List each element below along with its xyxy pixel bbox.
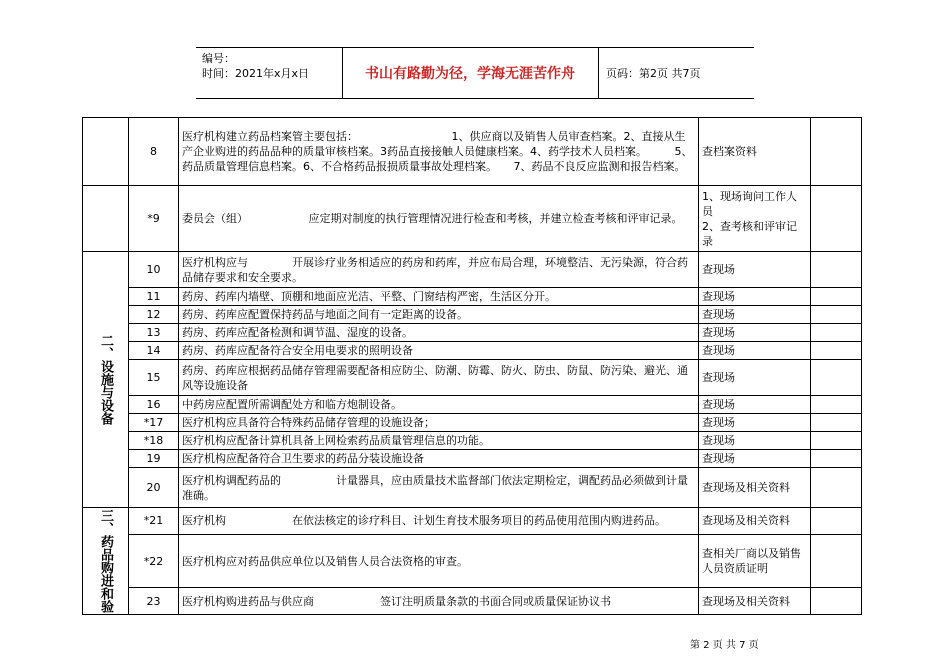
- row-content: 医疗机构建立药品档案管主要包括： 1、供应商以及销售人员审查档案。2、直接从生产企业购进的药品品种的质量审核档案。3药品直接接触人员健康档案。4、药学技术人员档案。 5、药品质量管理信息档案。6、不合格药品报损质量事故处理档案。 7、药品不良反应监测和报告档案。: [179, 118, 699, 186]
- table-row: [83, 342, 862, 360]
- table-row: [83, 360, 862, 396]
- table-row: [83, 288, 862, 306]
- header-meta: [202, 51, 342, 81]
- row-check-method: 查现场: [699, 342, 811, 360]
- row-check-method: 查现场: [699, 288, 811, 306]
- row-score: [811, 432, 862, 450]
- table-row: [83, 414, 862, 432]
- row-score: [811, 118, 862, 186]
- row-number: 19: [129, 450, 179, 468]
- header-divider: [598, 48, 599, 98]
- table-row: [83, 252, 862, 288]
- table-row: [83, 450, 862, 468]
- row-content: 委员会（组） 应定期对制度的执行管理情况进行检查和考核，并建立检查考核和评审记录。: [179, 186, 699, 252]
- row-score: [811, 588, 862, 615]
- page-footer: 第 2 页 共 7 页: [690, 640, 759, 651]
- row-check-method: 查现场: [699, 396, 811, 414]
- row-content: 药房、药库内墙壁、顶棚和地面应光洁、平整、门窗结构严密，生活区分开。: [179, 288, 699, 306]
- row-number: 10: [129, 252, 179, 288]
- row-check-method: 查相关厂商以及销售人员资质证明: [699, 534, 811, 588]
- row-content: 医疗机构购进药品与供应商 签订注明质量条款的书面合同或质量保证协议书: [179, 588, 699, 615]
- row-number: 15: [129, 360, 179, 396]
- row-score: [811, 468, 862, 508]
- inspection-table: [82, 117, 862, 615]
- row-content: 医疗机构应配备符合卫生要求的药品分装设施设备: [179, 450, 699, 468]
- row-check-method: 查档案资料: [699, 118, 811, 186]
- row-content: 中药房应配置所需调配处方和临方炮制设备。: [179, 396, 699, 414]
- table-row: [83, 468, 862, 508]
- row-check-method: 1、现场询问工作人员 2、查考核和评审记录: [699, 186, 811, 252]
- row-content: 医疗机构调配药品的 计量器具，应由质量技术监督部门依法定期检定，调配药品必须做到计量准确。: [179, 468, 699, 508]
- table-row: [83, 306, 862, 324]
- row-score: [811, 288, 862, 306]
- row-number: *9: [129, 186, 179, 252]
- row-score: [811, 252, 862, 288]
- row-score: [811, 342, 862, 360]
- row-number: 11: [129, 288, 179, 306]
- section-cell-empty: [83, 186, 129, 252]
- table-row: [83, 324, 862, 342]
- table-row: [83, 118, 862, 186]
- table-row: [83, 588, 862, 615]
- row-score: [811, 534, 862, 588]
- row-score: [811, 414, 862, 432]
- row-score: [811, 396, 862, 414]
- header-motto: 书山有路勤为径，学海无涯苦作舟: [365, 66, 575, 82]
- row-number: *22: [129, 534, 179, 588]
- row-content: 医疗机构 在依法核定的诊疗科目、计划生育技术服务项目的药品使用范围内购进药品。: [179, 508, 699, 535]
- row-number: 20: [129, 468, 179, 508]
- row-score: [811, 508, 862, 535]
- row-number: *18: [129, 432, 179, 450]
- row-score: [811, 324, 862, 342]
- row-content: 药房、药库应根据药品储存管理需要配备相应防尘、防潮、防霉、防火、防虫、防鼠、防污染、避光、通风等设施设备: [179, 360, 699, 396]
- row-score: [811, 186, 862, 252]
- row-content: 医疗机构应与 开展诊疗业务相适应的药房和药库，并应布局合理，环境整洁、无污染源，符合药品储存要求和安全要求。: [179, 252, 699, 288]
- row-check-method: 查现场及相关资料: [699, 468, 811, 508]
- row-check-method: 查现场: [699, 414, 811, 432]
- table-row: [83, 534, 862, 588]
- row-score: [811, 450, 862, 468]
- row-content: 医疗机构应对药品供应单位以及销售人员合法资格的审查。: [179, 534, 699, 588]
- row-check-method: 查现场及相关资料: [699, 508, 811, 535]
- row-number: 16: [129, 396, 179, 414]
- code-label: 编号：: [202, 52, 235, 65]
- row-check-method: 查现场: [699, 450, 811, 468]
- row-number: 23: [129, 588, 179, 615]
- row-check-method: 查现场: [699, 324, 811, 342]
- section-cell-empty: [83, 118, 129, 186]
- row-check-method: 查现场: [699, 306, 811, 324]
- section-cell: 二、设施与设备: [83, 252, 129, 508]
- row-number: *21: [129, 508, 179, 535]
- row-number: 8: [129, 118, 179, 186]
- row-score: [811, 306, 862, 324]
- row-check-method: 查现场: [699, 360, 811, 396]
- row-content: 医疗机构应配备计算机具备上网检索药品质量管理信息的功能。: [179, 432, 699, 450]
- row-check-method: 查现场: [699, 432, 811, 450]
- row-number: 13: [129, 324, 179, 342]
- page-label: 页码：第2页 共7页: [606, 67, 701, 80]
- table-row: [83, 186, 862, 252]
- table-row: [83, 508, 862, 535]
- row-number: *17: [129, 414, 179, 432]
- row-check-method: 查现场及相关资料: [699, 588, 811, 615]
- row-content: 药房、药库应配置保持药品与地面之间有一定距离的设备。: [179, 306, 699, 324]
- row-score: [811, 360, 862, 396]
- row-number: 14: [129, 342, 179, 360]
- row-content: 药房、药库应配备检测和调节温、湿度的设备。: [179, 324, 699, 342]
- row-content: 药房、药库应配备符合安全用电要求的照明设备: [179, 342, 699, 360]
- table-row: [83, 432, 862, 450]
- time-label: 时间：2021年x月x日: [202, 67, 310, 80]
- row-check-method: 查现场: [699, 252, 811, 288]
- table-row: [83, 396, 862, 414]
- row-number: 12: [129, 306, 179, 324]
- row-content: 医疗机构应具备符合特殊药品储存管理的设施设备；: [179, 414, 699, 432]
- section-cell: 三、药品购进和验: [83, 508, 129, 615]
- page-header: [196, 47, 754, 99]
